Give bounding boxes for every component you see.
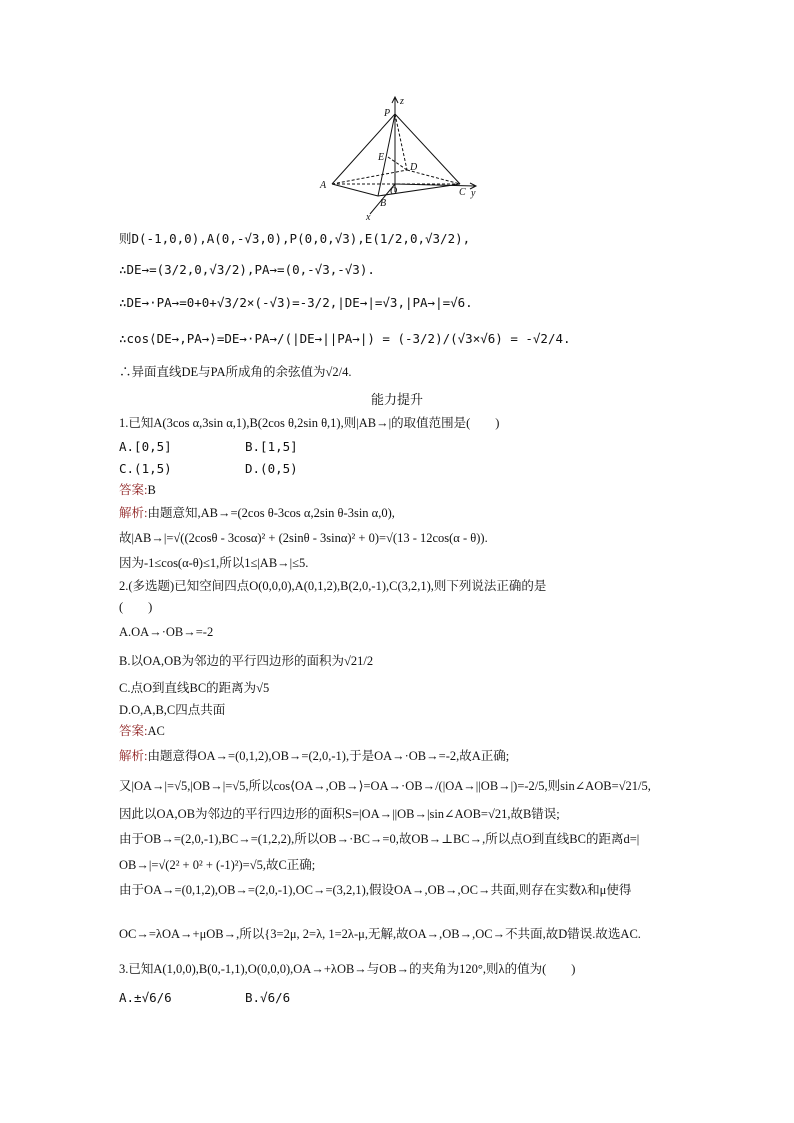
edge-AB (332, 184, 378, 196)
edge-PC (395, 114, 460, 184)
option-b: B.√6/6 (245, 990, 291, 1005)
label-O: O (390, 186, 398, 197)
label-P: P (384, 108, 391, 119)
option-a: A.[0,5] (119, 439, 172, 454)
label-B: B (380, 198, 387, 209)
pyramid-figure (312, 92, 492, 224)
label-x: x (366, 212, 371, 223)
option-a: A.OA→·OB→=-2 (119, 625, 214, 639)
label-A: A (320, 180, 327, 191)
option-b: B.以OA,OB为邻边的平行四边形的面积为√21/2 (119, 654, 374, 668)
analysis-line: OC→=λOA→+μOB→,所以{3=2μ, 2=λ, 1=2λ-μ,无解,故OA→,OB→,OC→不共面,故D错误.故选AC. (119, 927, 641, 941)
question-2-answer (119, 723, 165, 739)
label-E: E (378, 152, 385, 163)
question-3-options (119, 990, 290, 1006)
solution-line: 则D(-1,0,0),A(0,-√3,0),P(0,0,√3),E(1/2,0,√3/2), (119, 231, 471, 246)
analysis-line: 由于OB→=(2,0,-1),BC→=(1,2,2),所以OB→·BC→=0,故OB→⊥BC→,所以点O到直线BC的距离d=| (119, 832, 640, 846)
option-d: D.O,A,B,C四点共面 (119, 703, 226, 717)
label-y: y (471, 188, 476, 199)
analysis-label: 解析: (119, 749, 148, 763)
answer-label: 答案: (119, 724, 148, 738)
analysis-line: 因此以OA,OB为邻边的平行四边形的面积S=|OA→||OB→|sin∠AOB=√21,故B错误; (119, 807, 560, 821)
analysis-text: 由题意知,AB→=(2cos θ-3cos α,2sin θ-3sin α,0), (147, 506, 395, 520)
question-1-analysis (119, 505, 395, 521)
label-z: z (400, 96, 404, 107)
edge-PD (395, 114, 407, 170)
option-a: A.±√6/6 (119, 990, 172, 1005)
solution-line: ∴cos⟨DE→,PA→⟩=DE→·PA→/(|DE→||PA→|) = (-3/2)/(√3×√6) = -√2/4. (119, 331, 571, 346)
question-1-options-row2 (119, 461, 298, 477)
answer-value: AC (147, 724, 165, 738)
question-3-stem: 3.已知A(1,0,0),B(0,-1,1),O(0,0,0),OA→+λOB→与OB→的夹角为120°,则λ的值为( ) (119, 962, 576, 976)
edge-PA (332, 114, 395, 184)
analysis-line: 故|AB→|=√((2cosθ - 3cosα)² + (2sinθ - 3sinα)² + 0)=√(13 - 12cos(α - θ)). (119, 531, 488, 545)
solution-line: ∴DE→·PA→=0+0+√3/2×(-√3)=-3/2,|DE→|=√3,|PA→|=√6. (119, 295, 473, 310)
analysis-line: 由于OA→=(0,1,2),OB→=(2,0,-1),OC→=(3,2,1),假设OA→,OB→,OC→共面,则存在实数λ和μ使得 (119, 883, 632, 897)
label-C: C (459, 187, 466, 198)
question-2-analysis (119, 748, 509, 764)
question-2-stem: 2.(多选题)已知空间四点O(0,0,0),A(0,1,2),B(2,0,-1),C(3,2,1),则下列说法正确的是 (119, 579, 547, 593)
section-title: 能力提升 (370, 392, 423, 407)
option-c: C.点O到直线BC的距离为√5 (119, 681, 270, 695)
option-d: D.(0,5) (245, 461, 298, 476)
solution-line: ∴DE→=(3/2,0,√3/2),PA→=(0,-√3,-√3). (119, 262, 375, 277)
question-1-stem: 1.已知A(3cos α,3sin α,1),B(2cos θ,2sin θ,1),则|AB→|的取值范围是( ) (119, 416, 500, 430)
analysis-line: 因为-1≤cos(α-θ)≤1,所以1≤|AB→|≤5. (119, 556, 309, 570)
solution-line: ∴异面直线DE与PA所成角的余弦值为√2/4. (119, 365, 352, 379)
answer-value: B (147, 483, 156, 497)
label-D: D (410, 162, 418, 173)
question-1-answer (119, 482, 156, 498)
analysis-label: 解析: (119, 506, 148, 520)
analysis-line: 又|OA→|=√5,|OB→|=√5,所以cos⟨OA→,OB→⟩=OA→·OB→/(|OA→||OB→|)=-2/5,则sin∠AOB=√21/5, (119, 779, 651, 793)
answer-label: 答案: (119, 483, 148, 497)
option-b: B.[1,5] (245, 439, 298, 454)
question-2-stem-blank: ( ) (119, 600, 153, 614)
option-c: C.(1,5) (119, 461, 172, 476)
question-1-options-row1 (119, 439, 298, 455)
analysis-text: 由题意得OA→=(0,1,2),OB→=(2,0,-1),于是OA→·OB→=-2,故A正确; (147, 749, 510, 763)
analysis-line: OB→|=√(2² + 0² + (-1)²)=√5,故C正确; (119, 858, 316, 872)
